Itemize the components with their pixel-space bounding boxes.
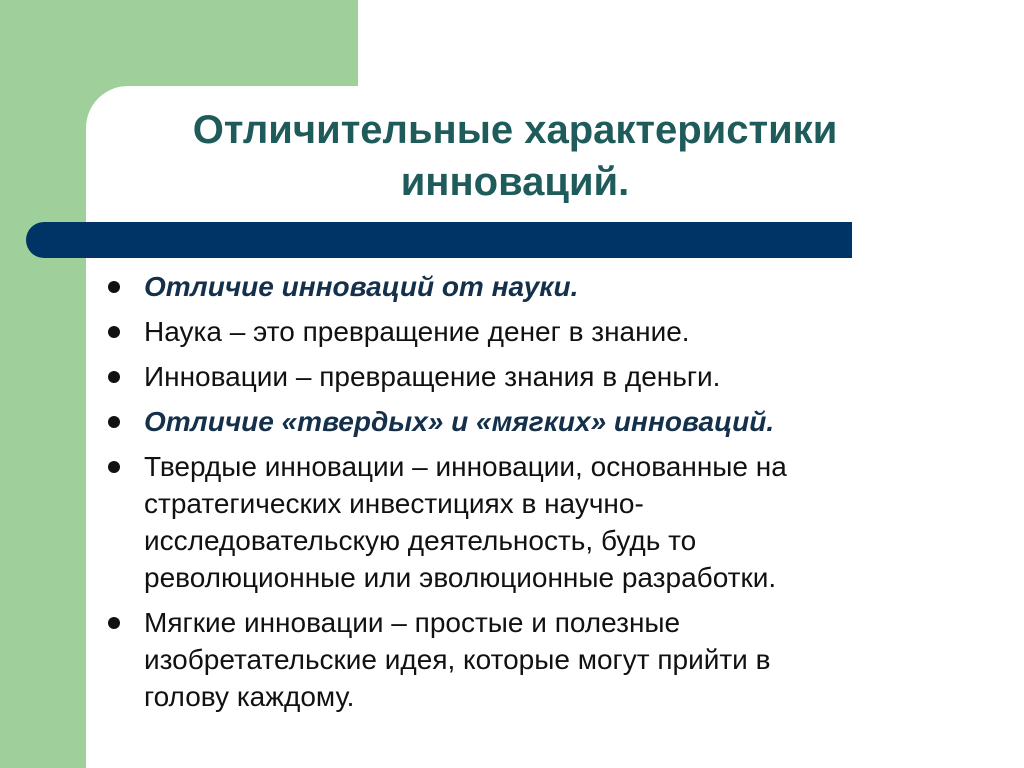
bullet-text: Наука – это превращение денег в знание. xyxy=(144,316,690,347)
bullet-text-line-2: изобретательские идея, которые могут прийти в xyxy=(144,644,771,675)
slide-title xyxy=(86,104,944,208)
title-divider-bar xyxy=(26,222,852,258)
bullet-dot-icon xyxy=(108,326,120,338)
bullet-item-5 xyxy=(106,448,966,596)
bullet-text: Отличие «твердых» и «мягких» инноваций. xyxy=(144,406,775,437)
bullet-item-6 xyxy=(106,604,966,715)
bullet-text: Инновации – превращение знания в деньги. xyxy=(144,361,721,392)
bullet-text-line-4: революционные или эволюционные разработки. xyxy=(144,562,777,593)
title-line-2: инноваций. xyxy=(400,160,630,204)
bullet-text-line-1: Мягкие инновации – простые и полезные xyxy=(144,607,681,638)
title-line-1: Отличительные характеристики xyxy=(192,108,838,152)
bullet-list xyxy=(106,268,966,723)
bullet-item-4 xyxy=(106,403,966,440)
bullet-text: Отличие инноваций от науки. xyxy=(144,271,579,302)
bullet-item-1 xyxy=(106,268,966,305)
bullet-item-3 xyxy=(106,358,966,395)
bullet-dot-icon xyxy=(108,371,120,383)
bullet-dot-icon xyxy=(108,461,120,473)
bullet-text-line-1: Твердые инновации – инновации, основанные на xyxy=(144,451,787,482)
bullet-text-line-3: голову каждому. xyxy=(144,681,355,712)
bullet-dot-icon xyxy=(108,281,120,293)
bullet-text-line-2: стратегических инвестициях в научно- xyxy=(144,488,644,519)
bullet-dot-icon xyxy=(108,416,120,428)
bullet-text-line-3: исследовательскую деятельность, будь то xyxy=(144,525,697,556)
bullet-item-2 xyxy=(106,313,966,350)
bullet-dot-icon xyxy=(108,617,120,629)
